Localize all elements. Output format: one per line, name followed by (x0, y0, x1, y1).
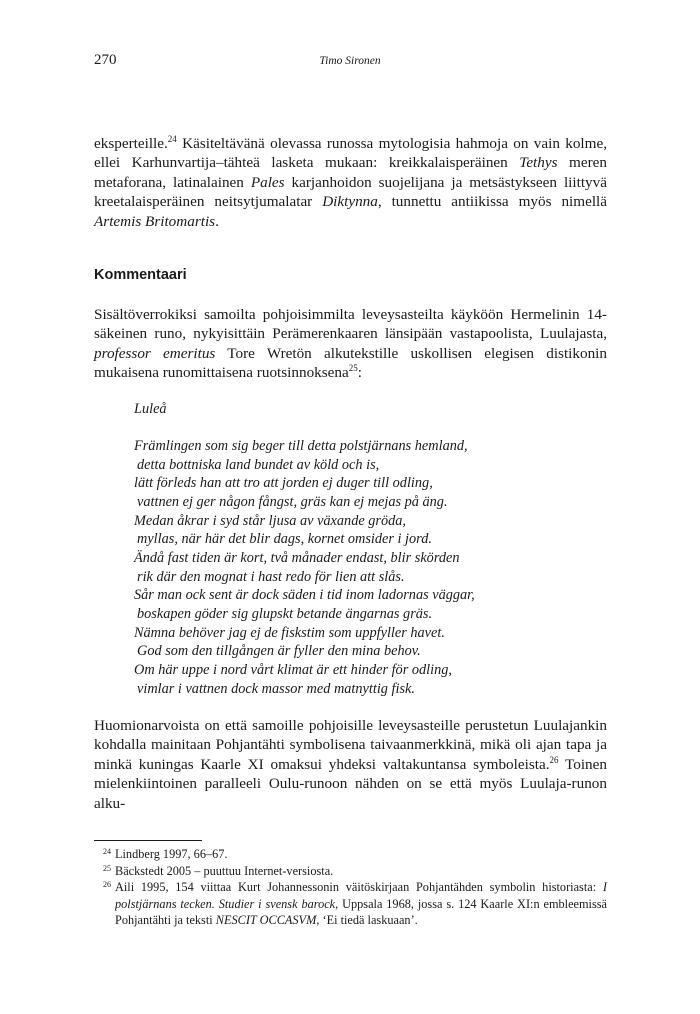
poem-line: Nämna behöver jag ej de fiskstim som uppfyller havet. (134, 624, 445, 641)
footnote-text: Lindberg 1997, 66–67. (115, 847, 228, 861)
footnote-text: Aili 1995, 154 viittaa Kurt Johannessonin väitöskirjaan Pohjantähden symbolin historiasta: (115, 880, 603, 894)
paragraph-1 (94, 134, 607, 231)
poem-line: Om här uppe i nord vårt klimat är ett hinder för odling, (134, 661, 452, 678)
poem-title: Luleå (134, 401, 167, 417)
italic-title: I polstjärnans tecken. Studier i svensk barock (115, 880, 607, 911)
footnote-number: 26 (103, 880, 111, 889)
text-span: Tore Wretön alkutekstille uskollisen elegisen distikonin mukaisena runomittaisena ruotsinnoksena (94, 344, 607, 382)
poem-line: lätt förleds han att tro att jorden ej duger till odling, (134, 475, 433, 492)
poem-line: Sår man ock sent är dock säden i tid inom ladornas väggar, (134, 587, 475, 604)
paragraph-3 (94, 716, 607, 813)
running-head: Timo Sironen (319, 55, 381, 67)
text-span: , tunnettu antiikissa myös nimellä (377, 193, 607, 211)
footnote-number: 25 (103, 863, 111, 873)
footnote-ref-26: 26 (549, 754, 559, 765)
poem-line: God som den tillgången är fyller den mina behov. (137, 643, 421, 660)
poem-line: rik där den mognat i hast redo för lien att slås. (137, 568, 405, 585)
footnote-text: , ‘Ei tiedä laskuaan’. (316, 913, 418, 927)
footnotes (94, 846, 607, 929)
section-heading: Kommentaari (94, 267, 187, 283)
text-span: Huomionarvoista on että samoille pohjoisille leveysasteille perustetun Luulajankin kohdalla mainitaan Pohjantähti symbolisena taivaanmerkkinä, mikä oli ajan tapa ja minkä kuningas Kaarle XI omaksui yhdeksi valtakuntansa symboleista. (94, 717, 607, 773)
italic-motto: NESCIT OCCASVM (215, 913, 317, 927)
text-span: karjanhoidon suojelijana ja metsästykseen liittyvä kreetalaisperäinen neitsytjumalatar (94, 173, 607, 211)
footnote-25 (94, 863, 607, 880)
footnote-number: 24 (103, 847, 111, 856)
poem-line: detta bottniska land bundet av köld och is, (137, 456, 380, 473)
paragraph-2 (94, 305, 607, 383)
page-number: 270 (94, 52, 117, 68)
poem-block (134, 400, 574, 698)
footnote-text: , Uppsala 1968, jossa s. 124 Kaarle XI:n embleemissä Pohjantähti ja teksti (115, 896, 607, 927)
text-span: Toinen mielenkiintoinen paralleeli Oulu-runoon nähden on se että myös Luulaja-runon alku- (94, 755, 607, 812)
italic-term: Artemis Britomartis (94, 212, 216, 230)
footnote-24 (94, 846, 607, 863)
poem-line: vattnen ej ger någon fångst, gräs kan ej mejas på äng. (137, 493, 448, 510)
poem-line: Ändå fast tiden är kort, två månader endast, blir skörden (134, 549, 460, 566)
poem-line: vimlar i vattnen dock massor med matnyttig fisk. (137, 680, 415, 697)
footnote-ref-24: 24 (167, 134, 177, 144)
poem-line: boskapen göder sig glupskt betande ängarnas gräs. (137, 605, 433, 622)
text-span: Käsiteltävänä olevassa runossa mytologisia hahmoja on vain kolme, ellei Karhunvartija–tähteä lasketa mukaan: kreikkalaisperäinen (94, 135, 607, 172)
text-span: : (357, 364, 362, 382)
italic-term: Diktynna (322, 193, 378, 211)
footnote-ref-25: 25 (348, 363, 358, 374)
poem-line: Medan åkrar i syd står ljusa av växande gröda, (134, 512, 407, 529)
text-span: . (215, 212, 219, 230)
text-span: meren metaforana, latinalainen (94, 154, 607, 191)
italic-term: Pales (250, 173, 285, 191)
text-span: Sisältöverrokiksi samoilta pohjoisimmilta leveysasteilta käyköön Hermelinin 14-säkeinen runo, nykyisittäin Perämerenkaaren länsipään vastapoolista, Luulajasta, (94, 306, 607, 343)
footnote-26 (94, 879, 607, 929)
poem-line: Främlingen som sig beger till detta polstjärnans hemland, (134, 438, 468, 454)
text-span: eksperteille. (94, 135, 168, 152)
footnote-divider (94, 840, 202, 841)
italic-term: Tethys (519, 154, 558, 172)
poem-line: myllas, när här det blir dags, kornet omsider i jord. (137, 531, 432, 548)
footnote-text: Bäckstedt 2005 – puuttuu Internet-versiosta. (115, 863, 334, 878)
italic-term: professor emeritus (94, 344, 216, 362)
